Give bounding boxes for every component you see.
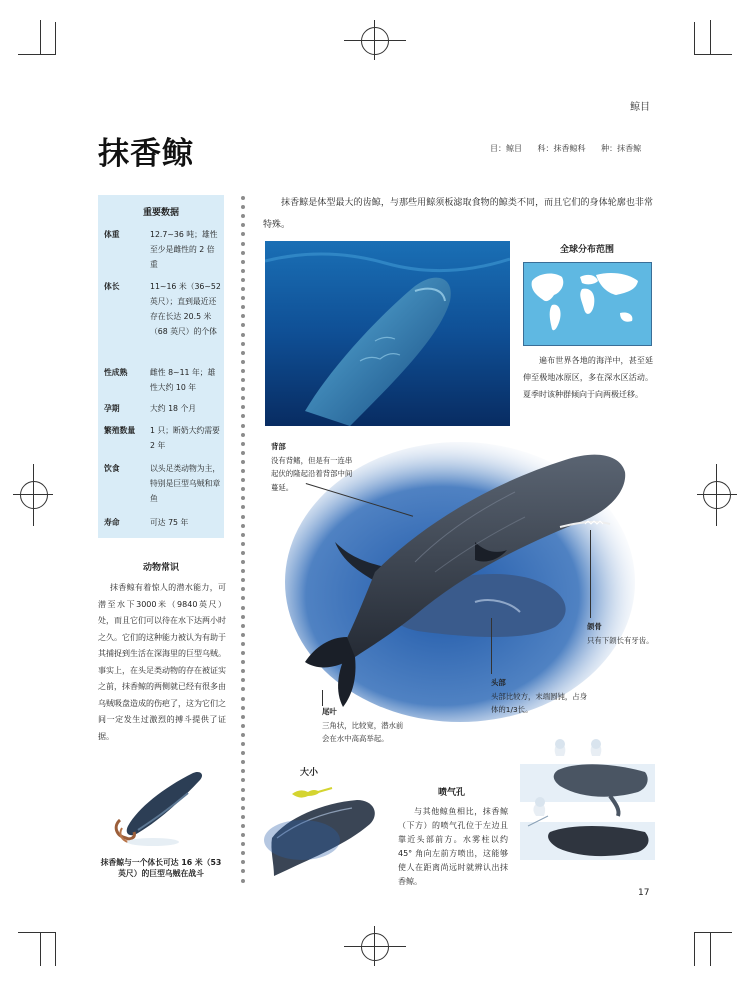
squid-battle-illustration	[108, 768, 208, 848]
divider-dot	[241, 496, 245, 500]
page-number: 17	[638, 888, 650, 898]
divider-dot	[241, 278, 245, 282]
size-comparison-illustration	[262, 778, 382, 883]
intro-paragraph: 抹香鲸是体型最大的齿鲸，与那些用鲸须板滤取食物的鲸类不同，而且它们的身体轮廓也非常特殊。	[263, 198, 653, 230]
crop-mark	[694, 932, 732, 933]
underwater-photo	[265, 241, 510, 426]
divider-dot	[241, 560, 245, 564]
divider-dot	[241, 851, 245, 855]
divider-dot	[241, 542, 245, 546]
divider-dot	[241, 269, 245, 273]
divider-dot	[241, 551, 245, 555]
key-data-heading: 重要数据	[142, 208, 179, 218]
divider-dot	[241, 369, 245, 373]
key-data-label: 体重	[104, 230, 120, 239]
taxonomy-family: 科：抹香鲸科	[537, 144, 586, 153]
divider-dot	[241, 778, 245, 782]
divider-dot	[241, 642, 245, 646]
divider-dot	[241, 715, 245, 719]
divider-dot	[241, 505, 245, 509]
label-tail-title: 尾叶	[322, 707, 337, 716]
label-tail	[322, 705, 407, 746]
crop-mark	[710, 932, 711, 966]
key-data-label: 繁殖数量	[104, 426, 136, 435]
divider-dot	[241, 487, 245, 491]
divider-dot	[241, 469, 245, 473]
divider-dot	[241, 260, 245, 264]
registration-mark	[33, 464, 34, 526]
divider-dot	[241, 424, 245, 428]
distribution-heading: 全球分布范围	[559, 245, 614, 255]
label-jaw-title: 颌骨	[587, 622, 602, 631]
crop-mark	[40, 932, 41, 966]
blowhole-text: 与其他鲸鱼相比，抹香鲸（下方）的喷气孔位于左边且靠近头部前方。水雾柱以约 45° 角向左前方喷出，这能够使人在距离尚远时就辨认出抹香鲸。	[398, 807, 508, 886]
label-head-title: 头部	[491, 678, 506, 687]
leader-line	[491, 618, 492, 674]
divider-dot	[241, 760, 245, 764]
divider-dot	[241, 724, 245, 728]
divider-dot	[241, 387, 245, 391]
divider-dot	[241, 232, 245, 236]
key-data-value: 1 只；断奶大约需要 2 年	[150, 426, 220, 450]
divider-dot	[241, 769, 245, 773]
divider-dot	[241, 833, 245, 837]
divider-dot	[241, 433, 245, 437]
divider-dot	[241, 651, 245, 655]
label-back-text: 没有背鳍，但是有一连串起伏的隆起沿着背部中间蔓延。	[271, 455, 353, 492]
divider-dot	[241, 351, 245, 355]
divider-dot	[241, 660, 245, 664]
key-data-value: 雌性 8~11 年；雄性大约 10 年	[150, 368, 216, 392]
divider-dot	[241, 633, 245, 637]
divider-dot	[241, 515, 245, 519]
divider-dot	[241, 451, 245, 455]
divider-dot	[241, 578, 245, 582]
divider-dot	[241, 478, 245, 482]
divider-dot	[241, 414, 245, 418]
label-head-text: 头部比较方，末端圆钝，占身体的1/3长。	[491, 691, 588, 714]
divider-dot	[241, 697, 245, 701]
divider-dot	[241, 669, 245, 673]
divider-dot	[241, 214, 245, 218]
crop-mark	[40, 20, 41, 54]
label-jaw-text: 只有下颌长有牙齿。	[587, 635, 654, 645]
crop-mark	[18, 54, 56, 55]
divider-dot	[241, 751, 245, 755]
crop-mark	[694, 932, 695, 966]
key-data-value: 以头足类动物为主，特别是巨型乌贼和章鱼	[150, 464, 221, 503]
divider-dot	[241, 797, 245, 801]
crop-mark	[710, 20, 711, 54]
divider-dot	[241, 323, 245, 327]
divider-dot	[241, 360, 245, 364]
divider-dot	[241, 615, 245, 619]
divider-dot	[241, 824, 245, 828]
facts-text: 抹香鲸有着惊人的潜水能力，可潜至水下3000米（9840英尺）处，而且它们可以待在水下达两小时之久。它们的这种能力被认为有助于其捕捉到生活在深海里的巨型乌贼。事实上，在头足类动物的存在被证实之前，抹香鲸的两侧就已经有很多由乌贼吸盘造成的伤疤了，这为它们之间一定发生过激烈的搏斗提供了证据。	[98, 583, 226, 741]
divider-dot	[241, 678, 245, 682]
divider-dot	[241, 296, 245, 300]
divider-dot	[241, 405, 245, 409]
section-tag: 鲸目	[630, 102, 650, 113]
crop-mark	[55, 22, 56, 55]
crop-mark	[694, 54, 732, 55]
divider-dot	[241, 624, 245, 628]
divider-dot	[241, 687, 245, 691]
world-distribution-map	[523, 262, 652, 346]
squid-caption: 抹香鲸与一个体长可达 16 米（53 英尺）的巨型乌贼在战斗	[100, 858, 222, 878]
divider-dot	[241, 742, 245, 746]
key-data-label: 孕期	[104, 404, 120, 413]
crop-mark	[694, 22, 695, 55]
facts-heading: 动物常识	[142, 563, 179, 573]
distribution-text: 遍布世界各地的海洋中，甚至延伸至极地冰原区，多在深水区活动。夏季时该种群倾向于向两极迁移。	[523, 356, 653, 399]
divider-dot	[241, 333, 245, 337]
leader-line	[322, 690, 323, 706]
key-data-label: 饮食	[104, 464, 120, 473]
divider-dot	[241, 806, 245, 810]
registration-mark	[716, 464, 717, 526]
divider-dot	[241, 460, 245, 464]
label-head	[491, 676, 591, 717]
divider-dot	[241, 533, 245, 537]
divider-dot	[241, 569, 245, 573]
label-back-title: 背部	[271, 442, 286, 451]
divider-dot	[241, 860, 245, 864]
key-data-label: 性成熟	[104, 368, 128, 377]
divider-dot	[241, 396, 245, 400]
crop-mark	[55, 932, 56, 966]
divider-dot	[241, 524, 245, 528]
divider-dot	[241, 733, 245, 737]
key-data-value: 12.7~36 吨；雄性至少是雌性的 2 倍重	[150, 230, 218, 269]
key-data-label: 体长	[104, 282, 120, 291]
divider-dot	[241, 587, 245, 591]
key-data-value: 11~16 米（36~52 英尺）；直到最近还存在长达 20.5 米（68 英尺）的个体	[150, 282, 221, 336]
registration-mark	[374, 20, 375, 60]
divider-dot	[241, 205, 245, 209]
divider-dot	[241, 242, 245, 246]
divider-dot	[241, 842, 245, 846]
divider-dot	[241, 879, 245, 883]
divider-dot	[241, 342, 245, 346]
blowhole-heading: 喷气孔	[438, 788, 466, 798]
page-title: 抹香鲸	[98, 136, 194, 172]
divider-dot	[241, 815, 245, 819]
divider-dot	[241, 223, 245, 227]
blowhole-illustration	[520, 736, 655, 864]
key-data-panel	[98, 195, 224, 538]
taxonomy-line	[490, 143, 654, 154]
divider-dot	[241, 314, 245, 318]
key-data-value: 可达 75 年	[150, 518, 189, 527]
divider-dot	[241, 706, 245, 710]
divider-dot	[241, 606, 245, 610]
label-tail-text: 三角状，比较宽，潜水前会在水中高高举起。	[322, 720, 404, 743]
divider-dot	[241, 869, 245, 873]
taxonomy-species: 种：抹香鲸	[601, 144, 642, 153]
divider-dot	[241, 287, 245, 291]
divider-dot	[241, 251, 245, 255]
divider-dot	[241, 596, 245, 600]
registration-mark	[374, 926, 375, 966]
size-heading: 大小	[300, 768, 319, 778]
leader-line	[590, 530, 591, 618]
divider-dot	[241, 378, 245, 382]
divider-dot	[241, 788, 245, 792]
crop-mark	[18, 932, 56, 933]
divider-dot	[241, 305, 245, 309]
column-divider	[241, 196, 247, 886]
divider-dot	[241, 442, 245, 446]
key-data-label: 寿命	[104, 518, 120, 527]
divider-dot	[241, 196, 245, 200]
key-data-value: 大约 18 个月	[150, 404, 197, 413]
label-jaw	[587, 620, 667, 647]
taxonomy-order: 目：鲸目	[490, 144, 522, 153]
